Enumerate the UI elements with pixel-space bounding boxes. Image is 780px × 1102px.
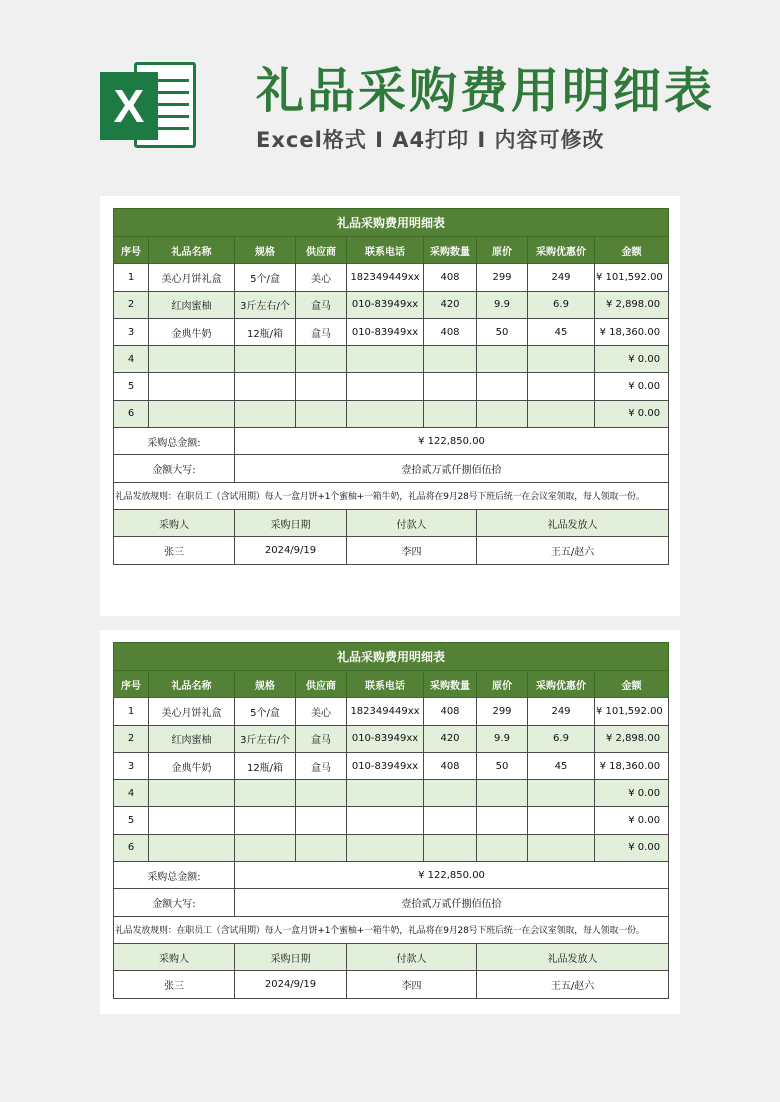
table-row xyxy=(114,834,669,861)
sign-value-row xyxy=(114,971,669,998)
cell xyxy=(347,400,424,427)
cell xyxy=(149,373,235,400)
capital-label: 金额大写: xyxy=(114,455,235,482)
table-title: 礼品采购费用明细表 xyxy=(114,643,669,671)
col-header: 礼品名称 xyxy=(149,671,235,698)
cell xyxy=(149,834,235,861)
capital-row xyxy=(114,889,669,916)
col-header: 采购优惠价 xyxy=(528,237,595,264)
table-row xyxy=(114,400,669,427)
cell: 金典牛奶 xyxy=(149,752,235,779)
cell xyxy=(477,807,528,834)
cell xyxy=(235,373,296,400)
col-header: 原价 xyxy=(477,237,528,264)
cell: 美心 xyxy=(296,264,347,291)
cell: 9.9 xyxy=(477,725,528,752)
cell: 408 xyxy=(424,318,477,345)
col-header: 金额 xyxy=(595,237,669,264)
cell: 2 xyxy=(114,725,149,752)
cell xyxy=(528,400,595,427)
cell: 299 xyxy=(477,698,528,725)
cell: 盒马 xyxy=(296,291,347,318)
sign-value: 李四 xyxy=(347,971,477,998)
cell xyxy=(528,834,595,861)
amount-cell: ¥ 101,592.00 xyxy=(595,698,669,725)
cell: 408 xyxy=(424,698,477,725)
cell: 182349449xx xyxy=(347,698,424,725)
sign-value-row xyxy=(114,537,669,564)
cell: 红肉蜜柚 xyxy=(149,725,235,752)
rule-text: 礼品发放规则：在职员工（含试用期）每人一盒月饼+1个蜜柚+一箱牛奶，礼品将在9月28号下班后统一在会议室领取，每人领取一份。 xyxy=(114,482,669,509)
col-header: 采购数量 xyxy=(424,671,477,698)
cell: 盒马 xyxy=(296,725,347,752)
capital-value: 壹拾贰万贰仟捌佰伍拾 xyxy=(235,455,669,482)
capital-label: 金额大写: xyxy=(114,889,235,916)
cell xyxy=(347,780,424,807)
cell xyxy=(296,807,347,834)
sign-header: 采购日期 xyxy=(235,509,347,536)
col-header: 采购数量 xyxy=(424,237,477,264)
cell: 010-83949xx xyxy=(347,725,424,752)
cell: 12瓶/箱 xyxy=(235,752,296,779)
sign-header: 采购人 xyxy=(114,509,235,536)
sign-header: 付款人 xyxy=(347,509,477,536)
amount-cell: ¥ 18,360.00 xyxy=(595,752,669,779)
total-label: 采购总金额: xyxy=(114,428,235,455)
page-title: 礼品采购费用明细表 xyxy=(256,63,716,119)
cell: 1 xyxy=(114,264,149,291)
cell: 美心月饼礼盒 xyxy=(149,698,235,725)
cell: 6.9 xyxy=(528,725,595,752)
capital-value: 壹拾贰万贰仟捌佰伍拾 xyxy=(235,889,669,916)
cell xyxy=(149,400,235,427)
table-row xyxy=(114,725,669,752)
rule-row xyxy=(114,482,669,509)
cell: 408 xyxy=(424,264,477,291)
cell: 1 xyxy=(114,698,149,725)
header xyxy=(0,0,780,190)
cell xyxy=(149,807,235,834)
cell: 299 xyxy=(477,264,528,291)
cell: 美心月饼礼盒 xyxy=(149,264,235,291)
cell xyxy=(477,834,528,861)
capital-row xyxy=(114,455,669,482)
cell: 4 xyxy=(114,346,149,373)
cell: 2 xyxy=(114,291,149,318)
cell: 249 xyxy=(528,264,595,291)
cell xyxy=(528,346,595,373)
cell: 金典牛奶 xyxy=(149,318,235,345)
table-row xyxy=(114,752,669,779)
sheet-page-1 xyxy=(100,196,680,616)
cell: 45 xyxy=(528,752,595,779)
table-row xyxy=(114,373,669,400)
cell xyxy=(424,780,477,807)
rule-row xyxy=(114,916,669,943)
cell xyxy=(296,400,347,427)
cell xyxy=(347,834,424,861)
cell: 6 xyxy=(114,400,149,427)
cell xyxy=(296,834,347,861)
amount-cell: ¥ 0.00 xyxy=(595,834,669,861)
sign-value: 2024/9/19 xyxy=(235,537,347,564)
cell: 盒马 xyxy=(296,318,347,345)
cell: 408 xyxy=(424,752,477,779)
cell: 010-83949xx xyxy=(347,291,424,318)
sign-value: 王五/赵六 xyxy=(477,537,669,564)
amount-cell: ¥ 0.00 xyxy=(595,346,669,373)
col-header: 序号 xyxy=(114,671,149,698)
cell: 249 xyxy=(528,698,595,725)
amount-cell: ¥ 2,898.00 xyxy=(595,291,669,318)
cell xyxy=(149,780,235,807)
cell xyxy=(477,346,528,373)
cell xyxy=(235,780,296,807)
cell: 6 xyxy=(114,834,149,861)
table-row xyxy=(114,780,669,807)
cell: 5个/盒 xyxy=(235,698,296,725)
cell: 美心 xyxy=(296,698,347,725)
cell xyxy=(424,373,477,400)
sign-header-row xyxy=(114,943,669,970)
col-header: 序号 xyxy=(114,237,149,264)
cell xyxy=(347,807,424,834)
cell: 5 xyxy=(114,807,149,834)
page-subtitle: Excel格式 I A4打印 I 内容可修改 xyxy=(256,128,605,152)
cell: 010-83949xx xyxy=(347,318,424,345)
total-row xyxy=(114,428,669,455)
total-row xyxy=(114,862,669,889)
cell: 3斤左右/个 xyxy=(235,725,296,752)
total-label: 采购总金额: xyxy=(114,862,235,889)
cell: 45 xyxy=(528,318,595,345)
cell: 9.9 xyxy=(477,291,528,318)
cell: 50 xyxy=(477,752,528,779)
cell xyxy=(528,373,595,400)
cell xyxy=(424,400,477,427)
sign-header: 采购日期 xyxy=(235,943,347,970)
cell: 182349449xx xyxy=(347,264,424,291)
table-row xyxy=(114,698,669,725)
cell: 3 xyxy=(114,752,149,779)
col-header: 供应商 xyxy=(296,671,347,698)
sign-value: 王五/赵六 xyxy=(477,971,669,998)
excel-logo-icon xyxy=(100,58,198,152)
rule-text: 礼品发放规则：在职员工（含试用期）每人一盒月饼+1个蜜柚+一箱牛奶，礼品将在9月28号下班后统一在会议室领取，每人领取一份。 xyxy=(114,916,669,943)
table-row xyxy=(114,291,669,318)
col-header: 规格 xyxy=(235,671,296,698)
cell: 红肉蜜柚 xyxy=(149,291,235,318)
cell xyxy=(296,780,347,807)
table-row xyxy=(114,807,669,834)
cell: 盒马 xyxy=(296,752,347,779)
cell xyxy=(149,346,235,373)
logo-badge: X xyxy=(100,72,158,140)
expense-table xyxy=(113,642,669,999)
amount-cell: ¥ 0.00 xyxy=(595,373,669,400)
cell xyxy=(477,780,528,807)
cell: 420 xyxy=(424,725,477,752)
expense-table xyxy=(113,208,669,565)
col-header: 金额 xyxy=(595,671,669,698)
cell: 12瓶/箱 xyxy=(235,318,296,345)
amount-cell: ¥ 0.00 xyxy=(595,807,669,834)
sign-header: 付款人 xyxy=(347,943,477,970)
cell xyxy=(296,373,347,400)
sign-value: 张三 xyxy=(114,971,235,998)
cell: 5 xyxy=(114,373,149,400)
col-header: 采购优惠价 xyxy=(528,671,595,698)
table-header-row xyxy=(114,671,669,698)
table-row xyxy=(114,346,669,373)
cell: 3斤左右/个 xyxy=(235,291,296,318)
table-title: 礼品采购费用明细表 xyxy=(114,209,669,237)
cell xyxy=(477,373,528,400)
amount-cell: ¥ 0.00 xyxy=(595,780,669,807)
amount-cell: ¥ 101,592.00 xyxy=(595,264,669,291)
cell xyxy=(424,834,477,861)
cell: 4 xyxy=(114,780,149,807)
col-header: 联系电话 xyxy=(347,237,424,264)
sign-header: 采购人 xyxy=(114,943,235,970)
amount-cell: ¥ 0.00 xyxy=(595,400,669,427)
table-header-row xyxy=(114,237,669,264)
cell xyxy=(296,346,347,373)
col-header: 礼品名称 xyxy=(149,237,235,264)
cell xyxy=(235,346,296,373)
total-value: ¥ 122,850.00 xyxy=(235,862,669,889)
sign-value: 李四 xyxy=(347,537,477,564)
cell xyxy=(235,807,296,834)
col-header: 联系电话 xyxy=(347,671,424,698)
cell xyxy=(235,400,296,427)
cell xyxy=(235,834,296,861)
sheet-page-2 xyxy=(100,630,680,1014)
cell: 420 xyxy=(424,291,477,318)
cell: 5个/盒 xyxy=(235,264,296,291)
cell: 3 xyxy=(114,318,149,345)
cell xyxy=(528,780,595,807)
table-row xyxy=(114,318,669,345)
cell xyxy=(528,807,595,834)
col-header: 供应商 xyxy=(296,237,347,264)
cell: 6.9 xyxy=(528,291,595,318)
table-row xyxy=(114,264,669,291)
sign-header: 礼品发放人 xyxy=(477,509,669,536)
cell xyxy=(424,807,477,834)
col-header: 原价 xyxy=(477,671,528,698)
cell xyxy=(424,346,477,373)
cell xyxy=(347,346,424,373)
sign-value: 2024/9/19 xyxy=(235,971,347,998)
amount-cell: ¥ 18,360.00 xyxy=(595,318,669,345)
sign-header: 礼品发放人 xyxy=(477,943,669,970)
amount-cell: ¥ 2,898.00 xyxy=(595,725,669,752)
sign-header-row xyxy=(114,509,669,536)
total-value: ¥ 122,850.00 xyxy=(235,428,669,455)
cell: 50 xyxy=(477,318,528,345)
col-header: 规格 xyxy=(235,237,296,264)
cell xyxy=(347,373,424,400)
cell: 010-83949xx xyxy=(347,752,424,779)
cell xyxy=(477,400,528,427)
sign-value: 张三 xyxy=(114,537,235,564)
